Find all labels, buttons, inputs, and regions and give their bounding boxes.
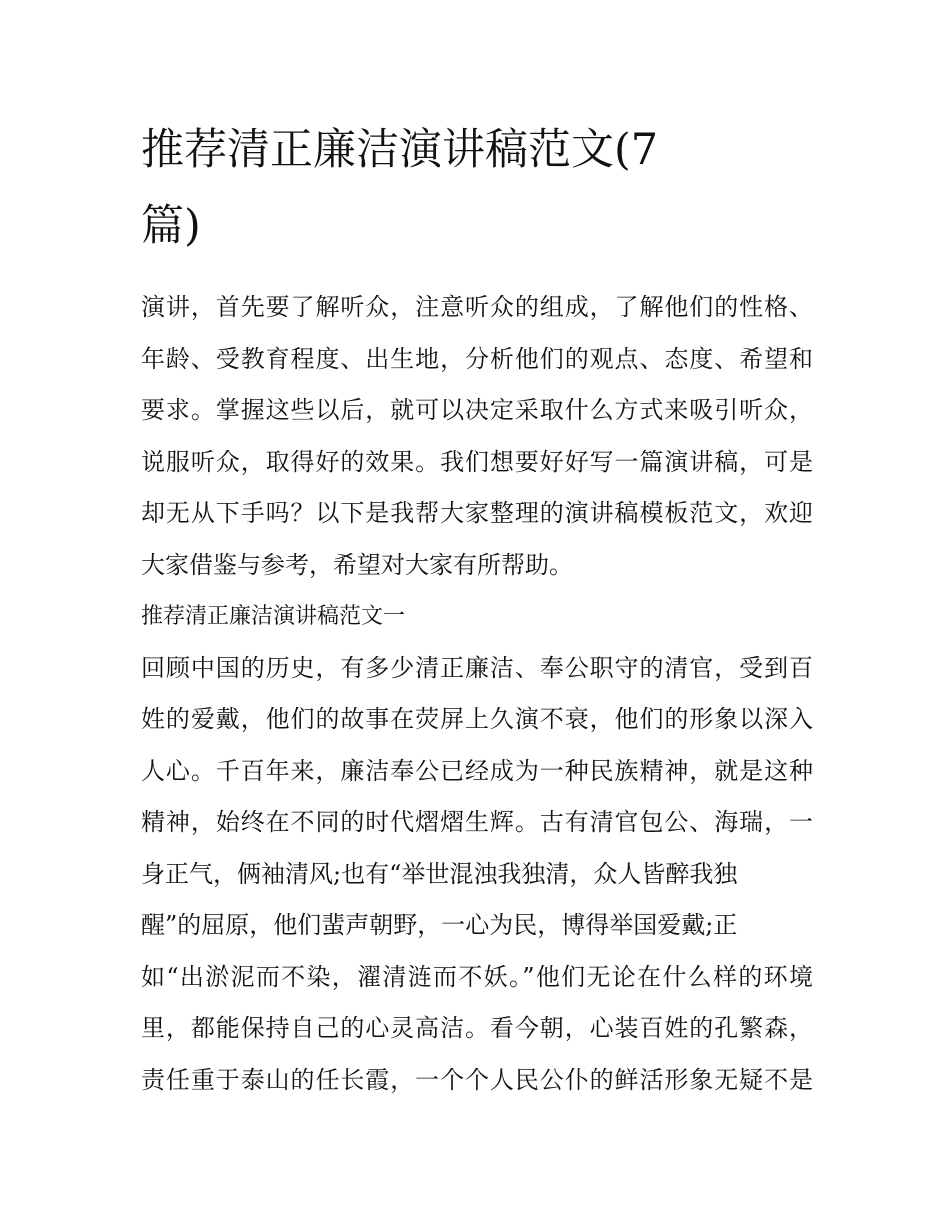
body-line: 回顾中国的历史，有多少清正廉洁、奉公职守的清官，受到百 [141,653,813,682]
body-line: 里，都能保持自己的心灵高洁。看今朝，心装百姓的孔繁森， [141,1014,813,1042]
intro-line: 却无从下手吗？以下是我帮大家整理的演讲稿模板范文，欢迎 [141,499,813,527]
body-line: 如“出淤泥而不染，濯清涟而不妖。”他们无论在什么样的环境 [141,962,813,991]
intro-line: 年龄、受教育程度、出生地，分析他们的观点、态度、希望和 [141,344,813,373]
body-line: 醒”的屈原，他们蜚声朝野，一心为民，博得举国爱戴;正 [141,911,738,939]
title-line: 推荐清正廉洁演讲稿范文(7 [141,125,659,175]
intro-line: 演讲，首先要了解听众，注意听众的组成，了解他们的性格、 [141,293,813,321]
body-paragraph [141,643,813,1107]
body-line: 人心。千百年来，廉洁奉公已经成为一种民族精神，就是这种 [141,756,813,785]
title-line: 篇) [141,201,201,251]
document-content [141,112,813,1106]
intro-line: 要求。掌握这些以后，就可以决定采取什么方式来吸引听众， [141,396,813,424]
body-line: 精神，始终在不同的时代熠熠生辉。古有清官包公、海瑞，一 [141,808,813,836]
intro-line: 说服听众，取得好的效果。我们想要好好写一篇演讲稿，可是 [141,447,813,476]
body-line: 身正气，俩袖清风;也有“举世混浊我独清，众人皆醉我独 [141,859,738,888]
body-line: 责任重于泰山的任长霞，一个个人民公仆的鲜活形象无疑不是 [141,1065,813,1094]
document-title [141,112,813,264]
body-line: 姓的爱戴，他们的故事在荧屏上久演不衰，他们的形象以深入 [141,705,813,733]
intro-paragraph [141,282,813,591]
section-title: 推荐清正廉洁演讲稿范文一 [141,604,406,629]
intro-line: 大家借鉴与参考，希望对大家有所帮助。 [141,550,573,579]
